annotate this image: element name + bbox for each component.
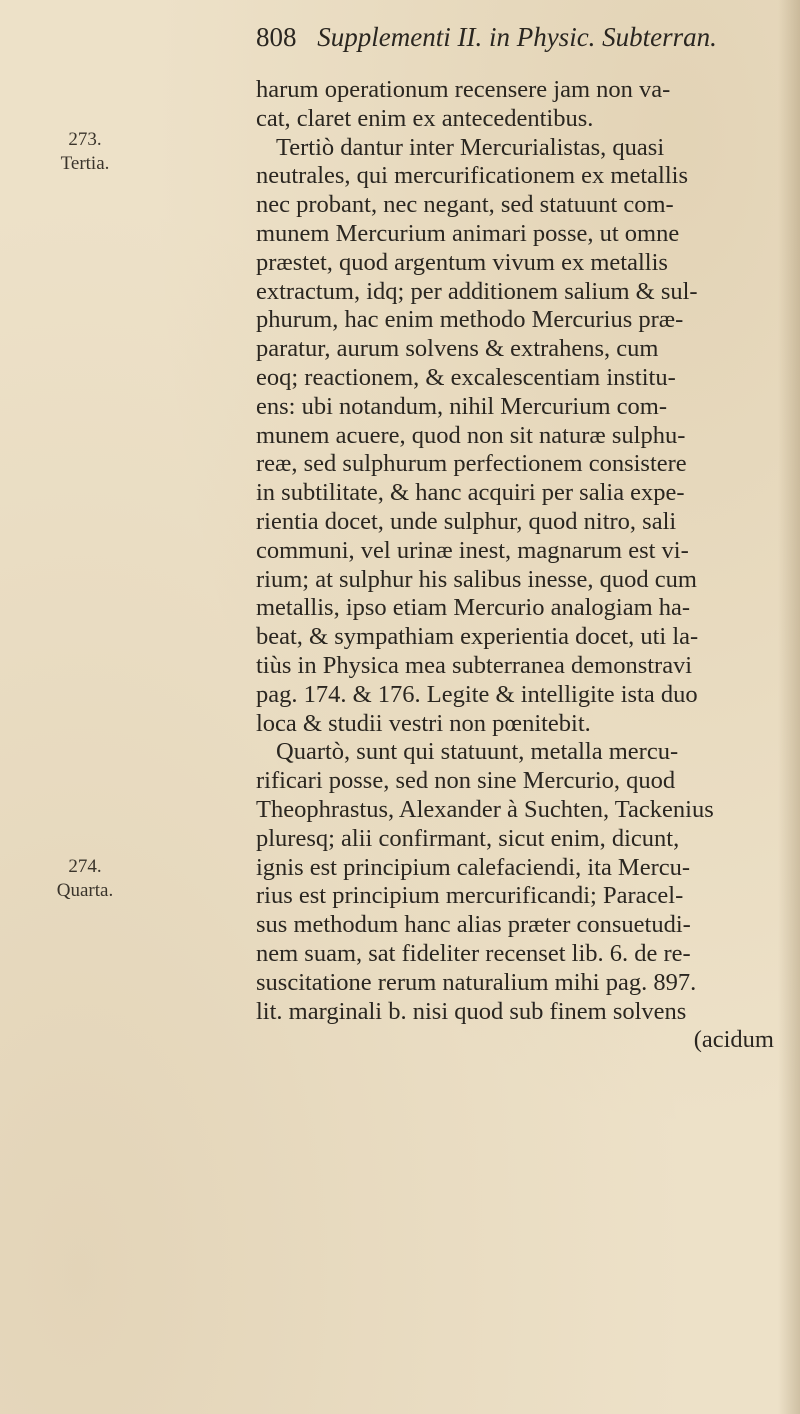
text-line: metallis, ipso etiam Mercurio analogiam ha-	[256, 594, 691, 622]
text-line: in subtilitate, & hanc acquiri per salia expe-	[256, 479, 685, 507]
page-number: 808	[256, 22, 297, 52]
page-header	[256, 22, 776, 53]
text-line: pag. 174. & 176. Legite & intelligite ista duo	[256, 680, 698, 708]
text-line: nem suam, sat fideliter recenset lib. 6. de re-	[256, 939, 691, 967]
page-edge-shadow	[778, 0, 800, 1414]
text-line: rium; at sulphur his salibus inesse, quod cum	[256, 565, 697, 593]
catchword: (acidum	[693, 1026, 774, 1054]
text-line: ignis est principium calefaciendi, ita Mercu-	[256, 853, 691, 881]
text-line: tiùs in Physica mea subterranea demonstravi	[256, 651, 693, 679]
body-text	[256, 76, 786, 1055]
text-line: beat, & sympathiam experientia docet, uti la-	[256, 623, 699, 651]
text-line: paratur, aurum solvens & extrahens, cum	[256, 335, 659, 363]
text-line: reæ, sed sulphurum perfectionem consistere	[256, 450, 687, 478]
text-line: Quartò, sunt qui statuunt, metalla mercu-	[276, 738, 679, 766]
text-line: extractum, idq; per additionem salium & sul-	[256, 277, 698, 305]
text-line: munem acuere, quod non sit naturæ sulphu-	[256, 421, 686, 449]
running-title: Supplementi II. in Physic. Subterran.	[317, 22, 717, 52]
text-line: Tertiò dantur inter Mercurialistas, quasi	[276, 133, 665, 161]
text-line: pluresq; alii confirmant, sicut enim, dicunt,	[256, 824, 680, 852]
margin-note-label: Tertia.	[60, 153, 110, 174]
margin-note-number: 273.	[68, 129, 102, 150]
text-line: cat, claret enim ex antecedentibus.	[256, 104, 594, 132]
text-line: rius est principium mercurificandi; Paracel-	[256, 882, 684, 910]
text-line: sus methodum hanc alias præter consuetudi-	[256, 911, 691, 939]
margin-note-label: Quarta.	[56, 880, 114, 901]
text-line: suscitatione rerum naturalium mihi pag. 897.	[256, 968, 697, 996]
text-line: harum operationum recensere jam non va-	[256, 76, 671, 103]
text-line: ens: ubi notandum, nihil Mercurium com-	[256, 392, 667, 420]
text-line: communi, vel urinæ inest, magnarum est vi-	[256, 536, 689, 564]
text-line: rificari posse, sed non sine Mercurio, quod	[256, 767, 676, 795]
margin-note-273	[10, 128, 160, 176]
text-line: lit. marginali b. nisi quod sub finem solvens	[256, 997, 687, 1025]
text-line: neutrales, qui mercurificationem ex metallis	[256, 162, 688, 190]
text-line: præstet, quod argentum vivum ex metallis	[256, 248, 668, 276]
text-line: loca & studii vestri non pœnitebit.	[256, 709, 591, 737]
text-line: nec probant, nec negant, sed statuunt com-	[256, 191, 674, 219]
text-line: munem Mercurium animari posse, ut omne	[256, 219, 680, 247]
text-line: eoq; reactionem, & excalescentiam institu-	[256, 363, 676, 391]
text-line: phurum, hac enim methodo Mercurius præ-	[256, 306, 684, 334]
text-line: Theophrastus, Alexander à Suchten, Tackenius	[256, 795, 714, 823]
margin-note-274	[10, 855, 160, 903]
margin-note-number: 274.	[68, 856, 102, 877]
text-line: rientia docet, unde sulphur, quod nitro, sali	[256, 507, 677, 535]
